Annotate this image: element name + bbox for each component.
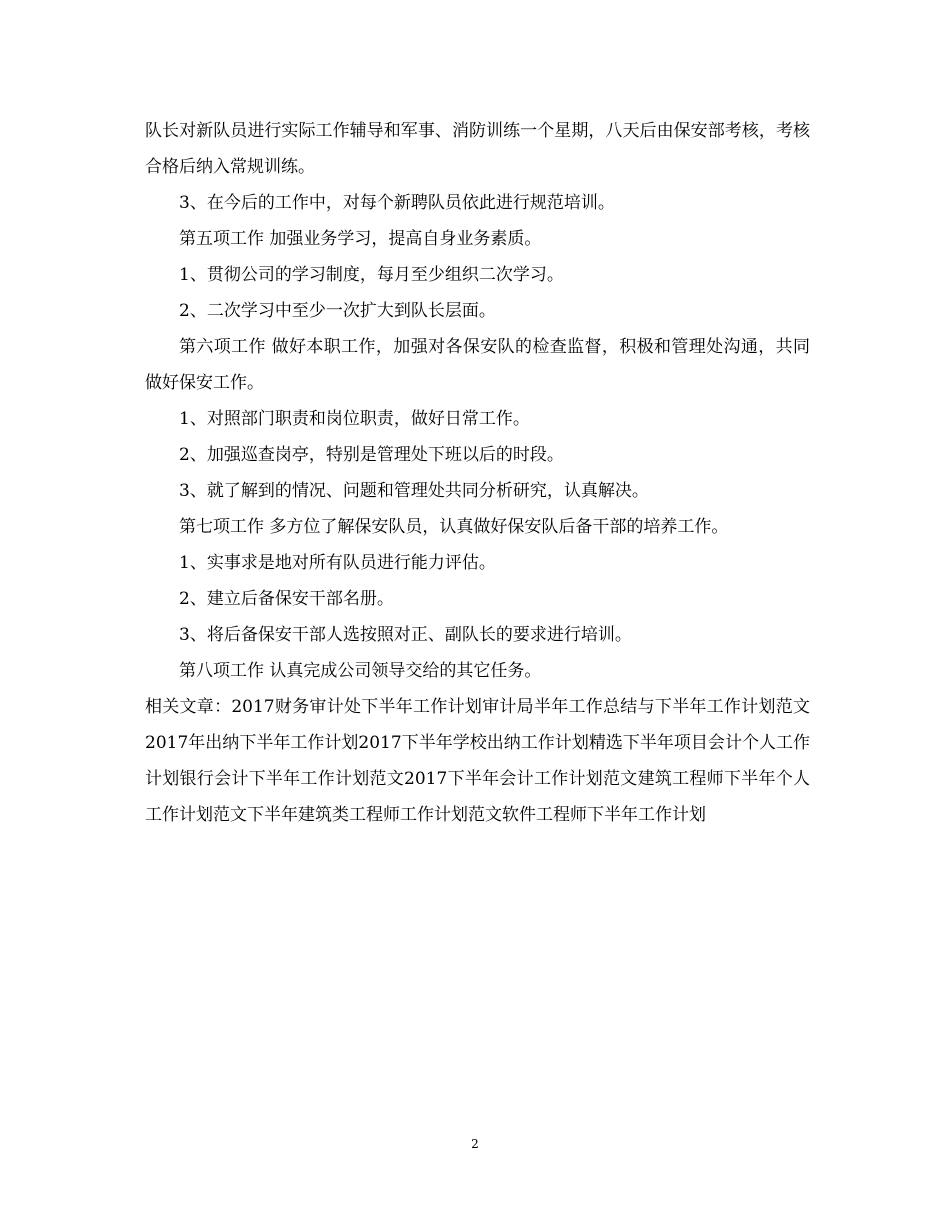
paragraph-section-heading: 第七项工作 多方位了解保安队员，认真做好保安队后备干部的培养工作。 [179,517,729,537]
page-number: 2 [471,1137,479,1151]
paragraph-section-heading: 第六项工作 做好本职工作，加强对各保安队的检查监督，积极和管理处沟通，共同做好保安工作。 [145,337,810,393]
paragraph-item: 3、在今后的工作中，对每个新聘队员依此进行规范培训。 [179,193,615,213]
paragraph-section-heading: 第五项工作 加强业务学习，提高自身业务素质。 [179,229,542,249]
document-body [145,113,810,833]
paragraph-item: 3、将后备保安干部人选按照对正、副队长的要求进行培训。 [179,625,632,645]
paragraph-item: 1、对照部门职责和岗位职责，做好日常工作。 [179,409,530,429]
paragraph-item: 2、二次学习中至少一次扩大到队长层面。 [179,301,496,321]
paragraph-section-heading: 第八项工作 认真完成公司领导交给的其它任务。 [179,661,542,681]
paragraph-item: 1、实事求是地对所有队员进行能力评估。 [179,553,496,573]
paragraph-item: 1、贯彻公司的学习制度，每月至少组织二次学习。 [179,265,564,285]
paragraph-item: 2、加强巡查岗亭，特别是管理处下班以后的时段。 [179,445,564,465]
paragraph-item: 3、就了解到的情况、问题和管理处共同分析研究，认真解决。 [179,481,649,501]
paragraph-item: 2、建立后备保安干部名册。 [179,589,394,609]
related-articles: 相关文章：2017财务审计处下半年工作计划审计局半年工作总结与下半年工作计划范文2017年出纳下半年工作计划2017下半年学校出纳工作计划精选下半年项目会计个人工作计划银行会计下半年工作计划范文2017下半年会计工作计划范文建筑工程师下半年个人工作计划范文下半年建筑类工程师工作计划范文软件工程师下半年工作计划 [145,697,810,825]
paragraph-continuation: 队长对新队员进行实际工作辅导和军事、消防训练一个星期，八天后由保安部考核，考核合格后纳入常规训练。 [145,121,810,177]
